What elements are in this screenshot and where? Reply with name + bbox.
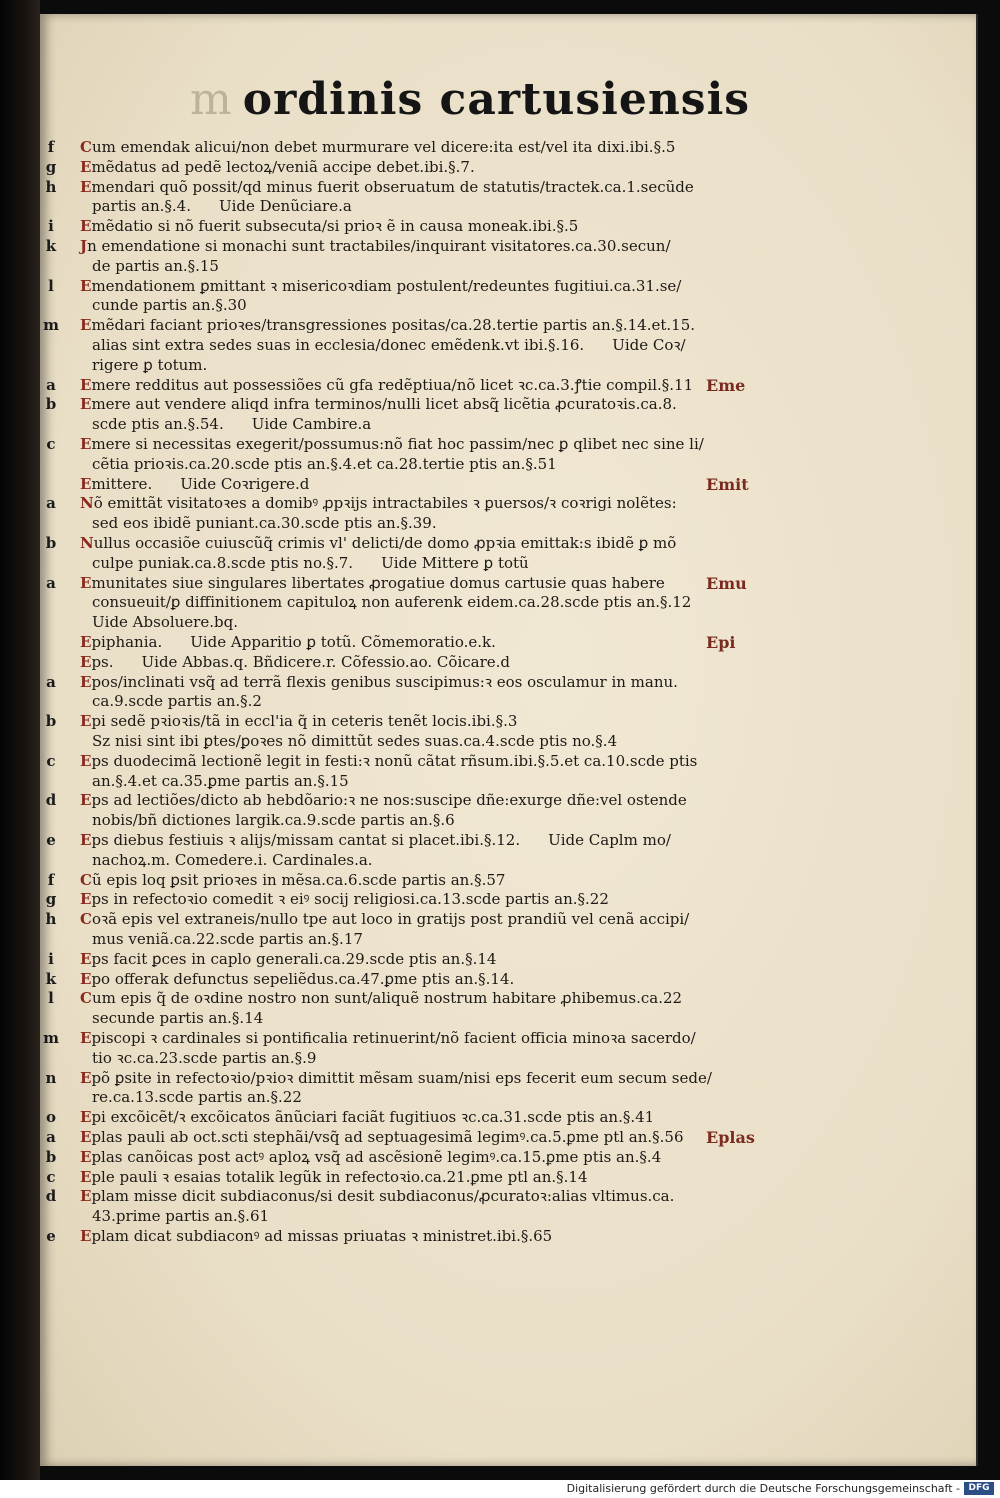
entry-text [92, 692, 742, 710]
entry-initial: E [80, 1128, 92, 1146]
entry-initial: E [80, 316, 92, 335]
index-entry [70, 613, 970, 631]
index-entry [45, 157, 970, 176]
entry-body: n emendatione si monachi sunt tractabiles/inquirant visitatores.ca.30.secun/ [87, 237, 671, 255]
entry-initial: E [80, 1108, 92, 1127]
index-entry [46, 573, 970, 592]
entry-text [80, 574, 730, 592]
entry-text [92, 732, 742, 750]
entry-body: plam dicat subdiaconꝰ ad missas priuatas ꝛ ministret.ibi.§.65 [91, 1227, 553, 1245]
index-entry [43, 1029, 970, 1047]
entry-text [92, 257, 742, 275]
entry-body: ullus occasiõe cuiuscũq̃ crimis vl' delicti/de domo ꝓpꝛia emittak:s ibidẽ ꝑ mõ [93, 534, 677, 552]
entry-body: mẽdatio si nõ fuerit subsecuta/si prioꝛ ẽ in causa moneak.ibi.§.5 [91, 217, 579, 236]
index-entry [70, 811, 970, 829]
header-faded-mark: m [190, 74, 233, 125]
entry-text [80, 970, 730, 988]
entry-text [80, 752, 730, 770]
entry-body: ps duodecimã lectionẽ legit in festi:ꝛ nonũ cãtat rñsum.ibi.§.5.et ca.10.scde ptis [91, 751, 698, 770]
entry-body: alias sint extra sedes suas in ecclesia/donec emẽdenk.vt ibi.§.16. [92, 336, 585, 354]
index-entry [46, 751, 970, 770]
entry-text [80, 158, 730, 176]
entry-initial: E [80, 474, 92, 493]
entry-body: um epis q̃ de oꝛdine nostro non sunt/aliquẽ nostrum habitare ꝓhibemus.ca.22 [91, 989, 683, 1008]
index-entry [70, 1207, 970, 1225]
entry-body: piscopi ꝛ cardinales si pontificalia retinuerint/nõ facient officia minoꝛa sacerdo/ [91, 1029, 696, 1047]
entry-body: sed eos ibidẽ puniant.ca.30.scde ptis an.§.39. [92, 514, 437, 533]
entry-text [92, 1088, 742, 1106]
entry-initial: E [80, 751, 92, 770]
entry-initial: E [80, 633, 92, 651]
entry-letter: d [45, 791, 57, 810]
entry-initial: E [80, 831, 92, 849]
entry-text [80, 217, 730, 235]
index-entry [70, 197, 970, 215]
index-entry [46, 831, 970, 849]
entry-cross-reference: Uide Denũciare.a [218, 197, 352, 216]
entry-letter: i [48, 949, 54, 968]
index-entry [48, 276, 970, 295]
entry-text [92, 197, 742, 215]
footer-bar [0, 1480, 1000, 1498]
entry-initial: E [80, 177, 92, 196]
index-entry [45, 791, 970, 810]
index-entry [70, 653, 970, 671]
entry-initial: E [80, 712, 92, 731]
index-entry [45, 534, 970, 552]
margin-catchword: Eme [706, 375, 746, 395]
entry-letter: a [46, 375, 56, 394]
entry-initial: E [80, 217, 92, 236]
entry-letter: g [45, 890, 57, 909]
index-entry [45, 890, 970, 909]
entry-text [92, 1049, 742, 1067]
entry-initial: N [80, 494, 94, 513]
entry-letter: l [48, 989, 54, 1008]
index-entry [48, 217, 970, 236]
entry-text [80, 1148, 730, 1166]
entry-cross-reference: Uide Caplm mo/ [548, 831, 671, 849]
entry-initial: E [80, 969, 92, 988]
book-spine [0, 0, 40, 1480]
index-entry [45, 910, 970, 929]
entry-text [80, 376, 730, 394]
entry-letter: b [45, 534, 57, 552]
entry-text [92, 772, 742, 790]
entry-text [80, 316, 730, 334]
entry-text [80, 1108, 730, 1126]
entry-text [80, 178, 730, 196]
funding-credit: Digitalisierung gefördert durch die Deutsche Forschungsgemeinschaft - [566, 1482, 960, 1495]
entry-cross-reference: Uide Cambire.a [251, 415, 372, 434]
index-entry [46, 494, 970, 513]
entry-text [92, 514, 742, 532]
index-entry [45, 1068, 970, 1087]
margin-catchword: Emu [706, 573, 747, 593]
index-entry [70, 772, 970, 790]
entry-initial: E [80, 652, 92, 671]
index-entry [70, 514, 970, 532]
entry-body: pi excõicẽt/ꝛ excõicatos ãnũciari faciãt fugitiuos ꝛc.ca.31.scde ptis an.§.41 [91, 1108, 655, 1127]
index-entry [46, 1167, 970, 1186]
entry-initial: J [80, 237, 88, 255]
entry-letter: a [46, 494, 56, 513]
entry-initial: C [80, 870, 92, 889]
entry-body: cunde partis an.§.30 [92, 296, 247, 315]
entry-body: nachoꝝ.m. Comedere.i. Cardinales.a. [92, 850, 373, 869]
entry-body: mus veniã.ca.22.scde partis an.§.17 [92, 930, 363, 948]
index-entry [45, 395, 970, 414]
entry-letter: g [45, 157, 57, 176]
index-entry [46, 375, 970, 394]
entry-initial: E [80, 1187, 92, 1206]
index-entry [70, 692, 970, 710]
entry-body: pos/inclinati vsq̃ ad terrã flexis genibus suscipimus:ꝛ eos osculamur in manu. [91, 672, 678, 691]
entry-initial: E [80, 1167, 92, 1186]
entry-body: secunde partis an.§.14 [92, 1009, 264, 1028]
entry-letter: c [46, 751, 56, 770]
entry-body: oꝛã epis vel extraneis/nullo tpe aut loco in gratijs post prandiũ vel cenã accipi/ [91, 910, 690, 929]
entry-text [80, 1227, 730, 1245]
index-entry [70, 1049, 970, 1067]
entry-text [80, 910, 730, 928]
entry-body: ps in refectoꝛio comedit ꝛ eiꝰ socij religiosi.ca.13.scde partis an.§.22 [91, 890, 609, 909]
index-entry [70, 554, 970, 572]
index-entry [70, 296, 970, 314]
entry-initial: E [80, 1227, 92, 1245]
entry-text [80, 1168, 730, 1186]
index-entry [70, 851, 970, 869]
entry-body: culpe puniak.ca.8.scde ptis no.§.7. [92, 553, 354, 572]
entry-letter: n [45, 1068, 57, 1087]
entry-body: ca.9.scde partis an.§.2 [92, 692, 262, 711]
entry-body: Sz nisi sint ibi ꝑtes/ꝑoꝛes nõ dimittũt sedes suas.ca.4.scde ptis no.§.4 [92, 732, 618, 750]
entry-text [80, 138, 730, 156]
entry-initial: E [80, 435, 92, 453]
entry-text [80, 534, 730, 552]
index-entry [70, 633, 970, 651]
entry-initial: C [80, 138, 92, 156]
index-entry [46, 672, 970, 691]
index-entry [70, 930, 970, 948]
book-page [40, 14, 978, 1466]
index-entry [70, 1009, 970, 1027]
entry-text [80, 435, 730, 453]
entry-text [92, 811, 742, 829]
index-entry [70, 455, 970, 473]
index-entry [47, 138, 970, 156]
entry-text [80, 653, 730, 671]
entry-body: de partis an.§.15 [92, 256, 219, 275]
running-header [190, 74, 751, 134]
entry-body: mẽdari faciant prioꝛes/transgressiones positas/ca.28.tertie partis an.§.14.et.15. [91, 316, 696, 335]
index-entry [70, 257, 970, 275]
entry-body: põ ꝑsite in refectoꝛio/pꝛioꝛ dimittit mẽsam suam/nisi eps fecerit eum secum sede/ [91, 1068, 712, 1087]
entry-text [92, 593, 742, 611]
index-entry [45, 1187, 970, 1206]
entry-body: mendari quõ possit/qd minus fuerit obseruatum de statutis/tractek.ca.1.secũde [91, 177, 694, 196]
entry-text [92, 851, 742, 869]
entry-letter: c [46, 1167, 56, 1186]
entry-text [92, 356, 742, 374]
entry-letter: b [45, 712, 57, 731]
entry-letter: a [46, 1128, 56, 1146]
entry-body: an.§.4.et ca.35.ꝑme partis an.§.15 [92, 771, 349, 790]
entry-body: um emendak alicui/non debet murmurare vel dicere:ita est/vel ita dixi.ibi.§.5 [91, 138, 676, 156]
entry-letter: h [45, 910, 57, 929]
entry-body: mere aut vendere aliqd infra terminos/nulli licet absq̃ licẽtia ꝓcuratoꝛis.ca.8. [91, 395, 677, 414]
entry-body: mendationem ꝑmittant ꝛ misericoꝛdiam postulent/redeuntes fugitiui.ca.31.se/ [91, 276, 682, 295]
index-entry [70, 336, 970, 354]
entry-text [80, 1069, 730, 1087]
entry-text [80, 494, 730, 512]
entry-body: ps diebus festiuis ꝛ alijs/missam cantat si placet.ibi.§.12. [91, 831, 521, 849]
entry-body: consueuit/ꝑ diffinitionem capituloꝝ non auferenk eidem.ca.28.scde ptis an.§.12 [92, 593, 692, 612]
entry-text [80, 871, 730, 889]
entry-letter: f [47, 138, 55, 156]
entry-body: mittere. [91, 474, 153, 493]
entry-body: mere si necessitas exegerit/possumus:nõ fiat hoc passim/nec ꝑ qlibet nec sine li/ [91, 435, 704, 453]
entry-text [92, 296, 742, 314]
entry-initial: C [80, 989, 92, 1008]
entry-text [80, 1128, 730, 1146]
entry-text [80, 395, 730, 413]
entry-body: ps. [91, 652, 114, 671]
index-entry [45, 712, 970, 731]
index-entry [45, 969, 970, 988]
entry-body: mere redditus aut possessiões cũ gfa redẽptiua/nõ licet ꝛc.ca.3.ꝭtie compil.§.11 [91, 375, 694, 394]
entry-body: plas pauli ab oct.scti stephãi/vsq̃ ad septuagesimã legimꝰ.ca.5.ꝑme ptl an.§.56 [91, 1128, 684, 1146]
entry-letter: b [45, 395, 57, 414]
entry-letter: o [45, 1108, 56, 1127]
entry-letter: k [45, 237, 57, 255]
margin-catchword: Epi [706, 633, 736, 652]
entry-initial: E [80, 791, 92, 810]
entry-body: plam misse dicit subdiaconus/si desit subdiaconus/ꝓcuratoꝛ:alias vltimus.ca. [91, 1187, 675, 1206]
entry-text [80, 237, 730, 255]
entry-text [92, 455, 742, 473]
entry-initial: E [80, 1068, 92, 1087]
entry-letter: e [46, 1227, 56, 1245]
entry-body: rigere ꝑ totum. [92, 355, 208, 374]
entry-body: ple pauli ꝛ esaias totalik legũk in refectoꝛio.ca.21.ꝑme ptl an.§.14 [91, 1167, 588, 1186]
entry-body: tio ꝛc.ca.23.scde partis an.§.9 [92, 1048, 317, 1067]
index-entry [70, 475, 970, 493]
entry-body: piphania. [91, 633, 163, 651]
entry-body: ps facit ꝑces in caplo generali.ca.29.scde ptis an.§.14 [91, 949, 497, 968]
index-entry [48, 989, 970, 1008]
entry-body: ps ad lectiões/dicto ab hebdõario:ꝛ ne nos:suscipe dñe:exurge dñe:vel ostende [91, 791, 687, 810]
entry-text [92, 554, 742, 572]
entry-text [80, 277, 730, 295]
entry-body: õ emittãt visitatoꝛes a domibꝰ ꝓpꝛijs intractabiles ꝛ ꝑuersos/ꝛ coꝛrigi nolẽtes: [93, 494, 677, 513]
entry-initial: E [80, 890, 92, 909]
index-entry [70, 593, 970, 611]
margin-catchword: Eplas [706, 1128, 755, 1147]
entry-cross-reference: Uide Mittere ꝑ totũ [381, 553, 529, 572]
entry-cross-reference: Uide Abbas.q. Bñdicere.r. Cõfessio.ao. Cõicare.d [141, 652, 510, 671]
margin-catchword: Emit [706, 474, 749, 494]
index-entry [45, 177, 970, 196]
header-title: ordinis cartusiensis [242, 74, 751, 125]
entry-text [80, 633, 730, 651]
entry-initial: N [80, 534, 94, 552]
dfg-logo: DFG [964, 1482, 994, 1495]
entry-letter: d [45, 1187, 57, 1206]
entry-text [80, 1029, 730, 1047]
entry-text [92, 613, 742, 631]
entry-letter: a [46, 573, 56, 592]
entry-body: partis an.§.4. [92, 197, 191, 216]
entry-text [80, 989, 730, 1007]
entry-body: Uide Absoluere.bq. [92, 613, 238, 632]
index-entry [47, 870, 970, 889]
entry-initial: E [80, 573, 92, 592]
entry-text [92, 336, 742, 354]
entry-letter: i [48, 217, 54, 236]
entry-text [80, 791, 730, 809]
entry-initial: C [80, 910, 92, 929]
entry-body: ũ epis loq ꝑsit prioꝛes in mẽsa.ca.6.scde partis an.§.57 [91, 870, 506, 889]
entry-body: po offerak defunctus sepeliẽdus.ca.47.ꝑme ptis an.§.14. [91, 969, 515, 988]
entry-initial: E [80, 1029, 92, 1047]
index-entry [48, 949, 970, 968]
entry-initial: E [80, 276, 92, 295]
entry-initial: E [80, 949, 92, 968]
entry-body: mẽdatus ad pedẽ lectoꝝ/veniã accipe debet.ibi.§.7. [91, 157, 475, 176]
entry-letter: k [45, 969, 57, 988]
entry-letter: h [45, 177, 57, 196]
index-entry [43, 316, 970, 335]
entry-body: 43.prime partis an.§.61 [92, 1207, 270, 1226]
entry-cross-reference: Uide Apparitio ꝑ totũ. Cõmemoratio.e.k. [190, 633, 496, 651]
entry-text [92, 1207, 742, 1225]
index-entry [46, 1227, 970, 1245]
entry-initial: E [80, 1147, 92, 1166]
entry-letter: e [46, 831, 56, 849]
index-entry [70, 1088, 970, 1106]
entry-letter: m [43, 316, 59, 335]
entry-text [80, 475, 730, 493]
entry-letter: l [48, 276, 54, 295]
entry-text [80, 1187, 730, 1205]
index-entry [46, 1128, 970, 1146]
entry-body: nobis/bñ dictiones largik.ca.9.scde partis an.§.6 [92, 811, 455, 830]
index-entry [45, 237, 970, 255]
index-entry [70, 415, 970, 433]
entry-letter: f [47, 870, 55, 889]
index-entry [70, 732, 970, 750]
index-entry [45, 1108, 970, 1127]
entry-text [80, 712, 730, 730]
entry-body: plas canõicas post actꝰ aploꝝ vsq̃ ad ascẽsionẽ legimꝰ.ca.15.ꝑme ptis an.§.4 [91, 1147, 662, 1166]
entry-text [80, 950, 730, 968]
entry-letter: c [46, 435, 56, 453]
index-entry [46, 435, 970, 453]
entry-body: re.ca.13.scde partis an.§.22 [92, 1088, 302, 1107]
entry-initial: E [80, 157, 92, 176]
index-entry [45, 1147, 970, 1166]
entry-cross-reference: Uide Coꝛrigere.d [180, 474, 310, 493]
entry-cross-reference: Uide Coꝛ/ [612, 336, 686, 354]
entry-initial: E [80, 375, 92, 394]
entry-text [92, 415, 742, 433]
entry-letter: m [43, 1029, 59, 1047]
index-entry [70, 356, 970, 374]
entry-text [80, 890, 730, 908]
entry-letter: b [45, 1147, 57, 1166]
entry-text [92, 930, 742, 948]
entry-initial: E [80, 672, 92, 691]
entry-body: scde ptis an.§.54. [92, 415, 224, 434]
entry-initial: E [80, 395, 92, 414]
entry-text [80, 673, 730, 691]
entry-body: cẽtia prioꝛis.ca.20.scde ptis an.§.4.et ca.28.tertie ptis an.§.51 [92, 454, 557, 473]
entry-text [92, 1009, 742, 1027]
entry-body: pi sedẽ pꝛioꝛis/tã in eccl'ia q̃ in ceteris tenẽt locis.ibi.§.3 [91, 712, 518, 731]
entry-text [80, 831, 730, 849]
entry-letter: a [46, 672, 56, 691]
entry-body: munitates siue singulares libertates ꝓrogatiue domus cartusie quas habere [91, 573, 665, 592]
